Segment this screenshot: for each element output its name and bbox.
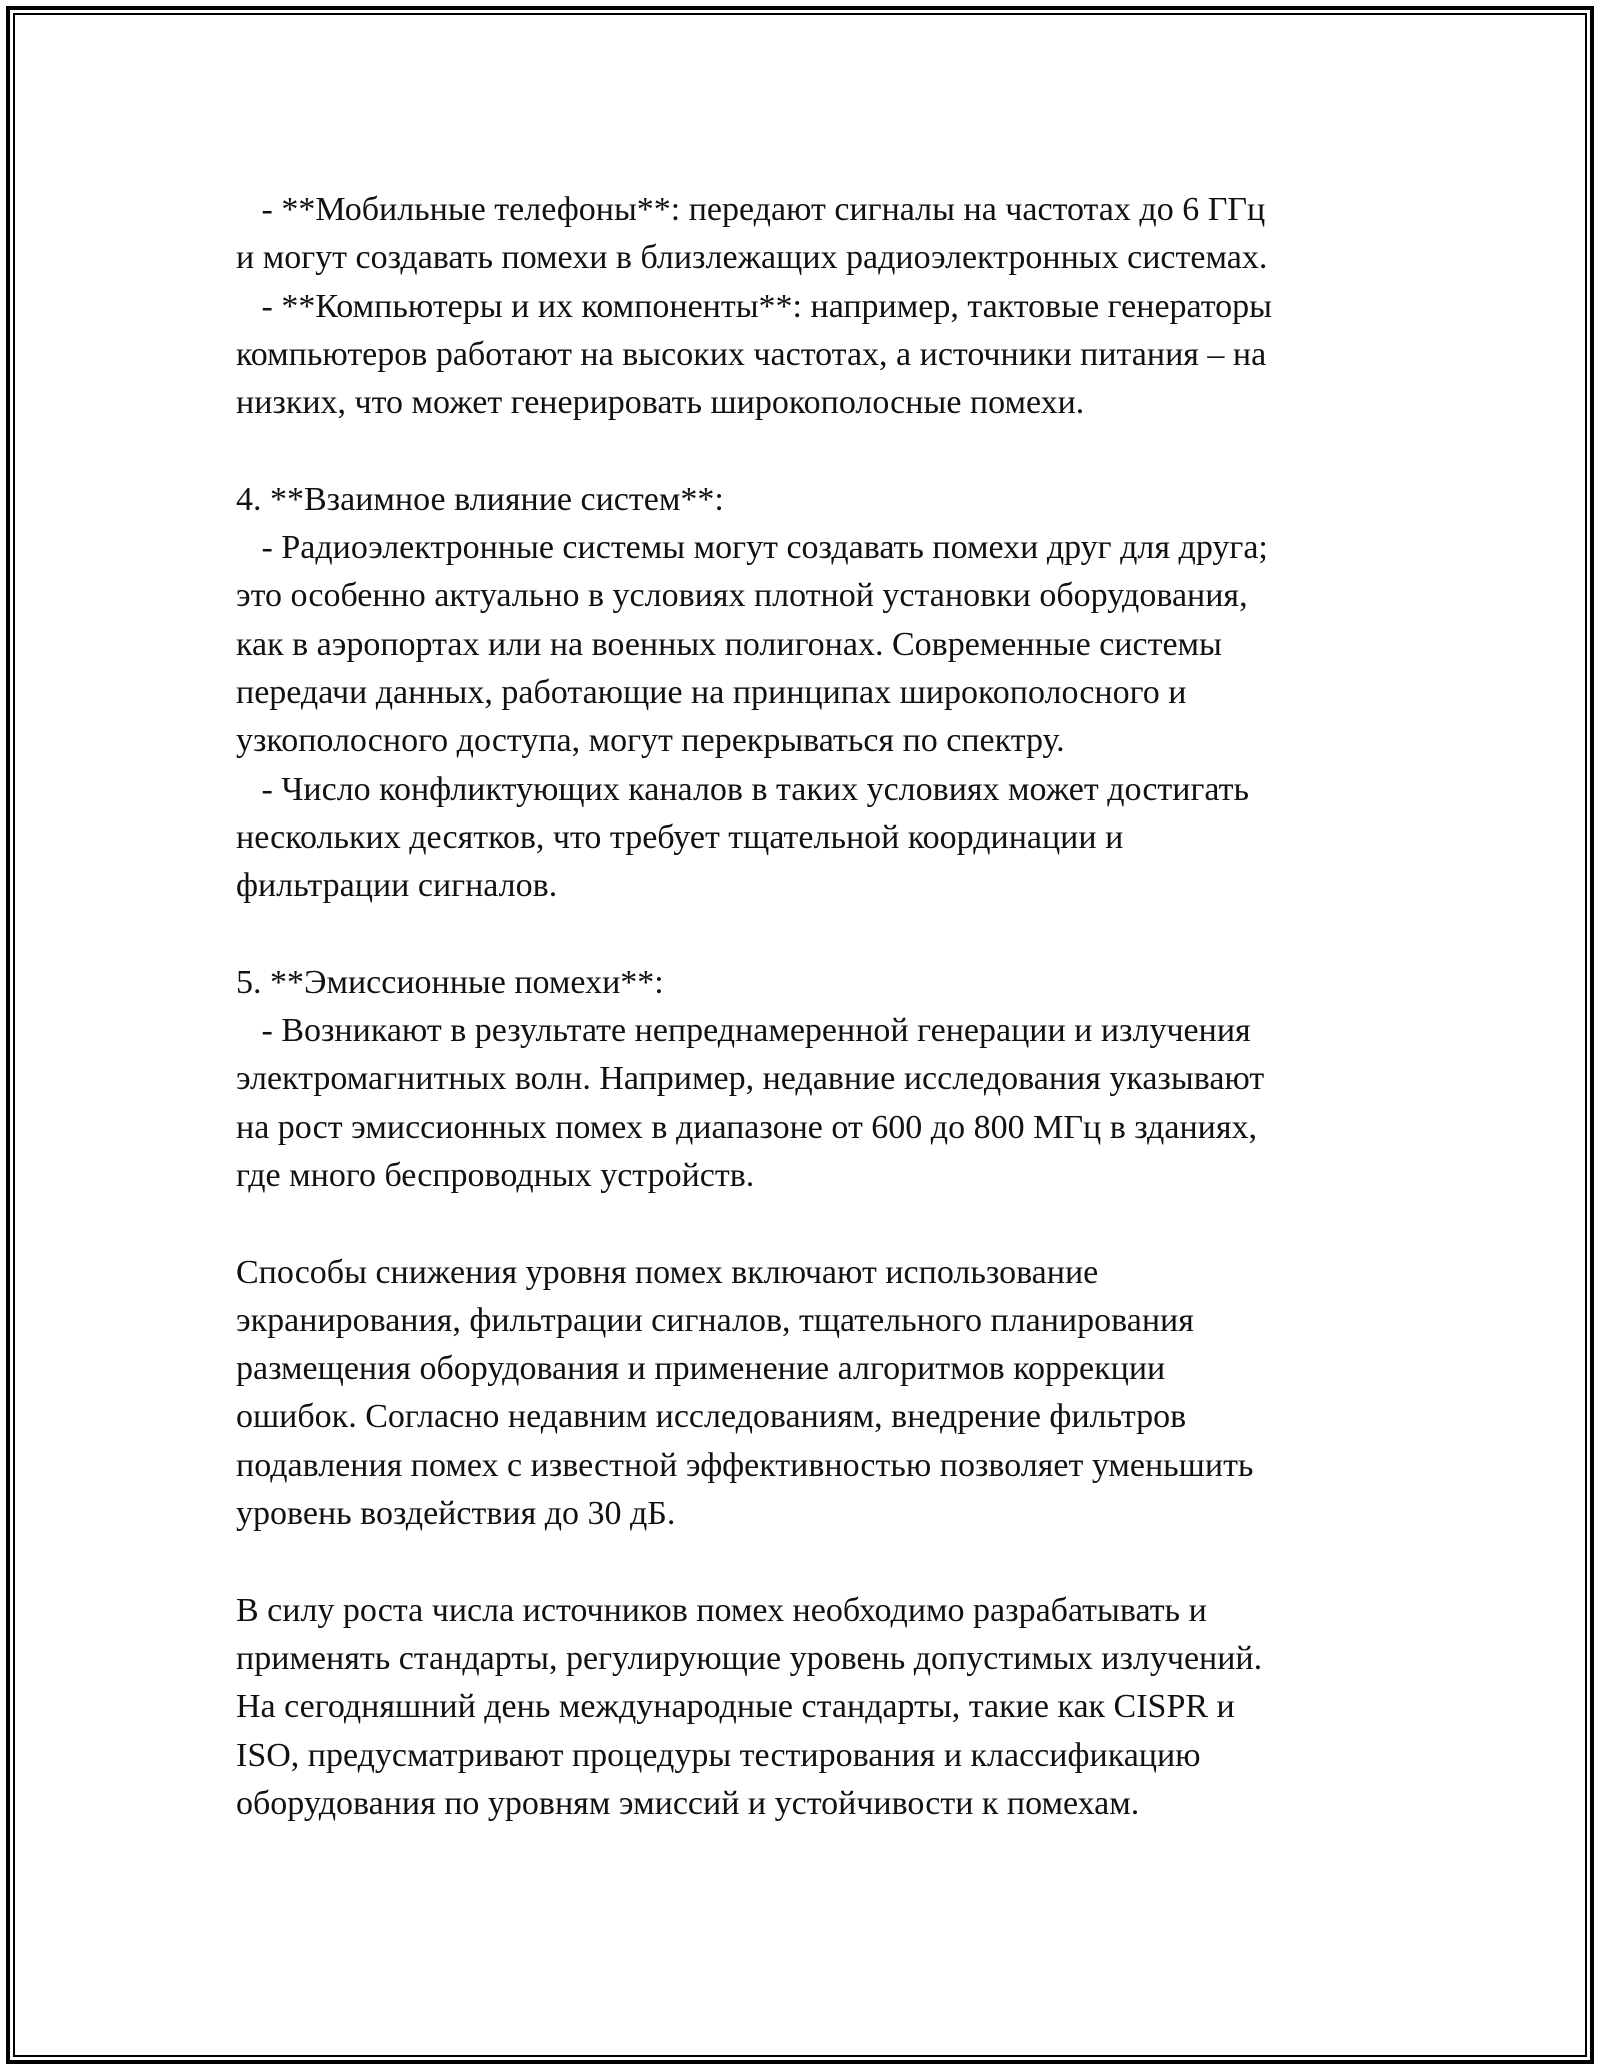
text-line: узкополосного доступа, могут перекрываться по спектру. (236, 722, 1065, 760)
section-heading: 4. **Взаимное влияние систем**: (236, 480, 724, 518)
document-body (236, 186, 1416, 1828)
text-line: подавления помех с известной эффективностью позволяет уменьшить (236, 1446, 1254, 1484)
text-line: фильтрации сигналов. (236, 867, 558, 905)
text-line: как в аэропортах или на военных полигонах. Современные системы (236, 625, 1222, 663)
blank-line (236, 427, 1416, 475)
text-line: уровень воздействия до 30 дБ. (236, 1495, 676, 1533)
text-line: где много беспроводных устройств. (236, 1156, 755, 1194)
text-line: размещения оборудования и применение алгоритмов коррекции (236, 1350, 1166, 1388)
text-line: - Радиоэлектронные системы могут создавать помехи друг для друга; (236, 529, 1268, 567)
text-line: передачи данных, работающие на принципах широкополосного и (236, 673, 1187, 711)
text-line: низких, что может генерировать широкополосные помехи. (236, 384, 1085, 422)
section-heading: 5. **Эмиссионные помехи**: (236, 963, 664, 1001)
text-line: - Число конфликтующих каналов в таких условиях может достигать (236, 770, 1250, 808)
blank-line (236, 910, 1416, 958)
text-line: экранирования, фильтрации сигналов, тщательного планирования (236, 1301, 1194, 1339)
blank-line (236, 1200, 1416, 1248)
text-line: на рост эмиссионных помех в диапазоне от 600 до 800 МГц в зданиях, (236, 1108, 1257, 1146)
text-line: и могут создавать помехи в близлежащих радиоэлектронных системах. (236, 239, 1268, 277)
text-line: электромагнитных волн. Например, недавние исследования указывают (236, 1060, 1265, 1098)
text-line: применять стандарты, регулирующие уровень допустимых излучений. (236, 1639, 1263, 1677)
text-line: ISO, предусматривают процедуры тестирования и классификацию (236, 1736, 1201, 1774)
text-line: - Возникают в результате непреднамеренной генерации и излучения (236, 1012, 1251, 1050)
text-line: Способы снижения уровня помех включают использование (236, 1253, 1099, 1291)
text-line: В силу роста числа источников помех необходимо разрабатывать и (236, 1591, 1207, 1629)
text-line: ошибок. Согласно недавним исследованиям, внедрение фильтров (236, 1398, 1187, 1436)
text-line: это особенно актуально в условиях плотной установки оборудования, (236, 577, 1248, 615)
text-line: - **Мобильные телефоны**: передают сигналы на частотах до 6 ГГц (236, 191, 1266, 228)
text-line: нескольких десятков, что требует тщательной координации и (236, 818, 1124, 856)
blank-line (236, 1538, 1416, 1586)
text-line: оборудования по уровням эмиссий и устойчивости к помехам. (236, 1784, 1140, 1822)
text-line: компьютеров работают на высоких частотах, а источники питания – на (236, 335, 1267, 373)
text-line: На сегодняшний день международные стандарты, такие как CISPR и (236, 1688, 1235, 1726)
text-line: - **Компьютеры и их компоненты**: например, тактовые генераторы (236, 287, 1273, 325)
